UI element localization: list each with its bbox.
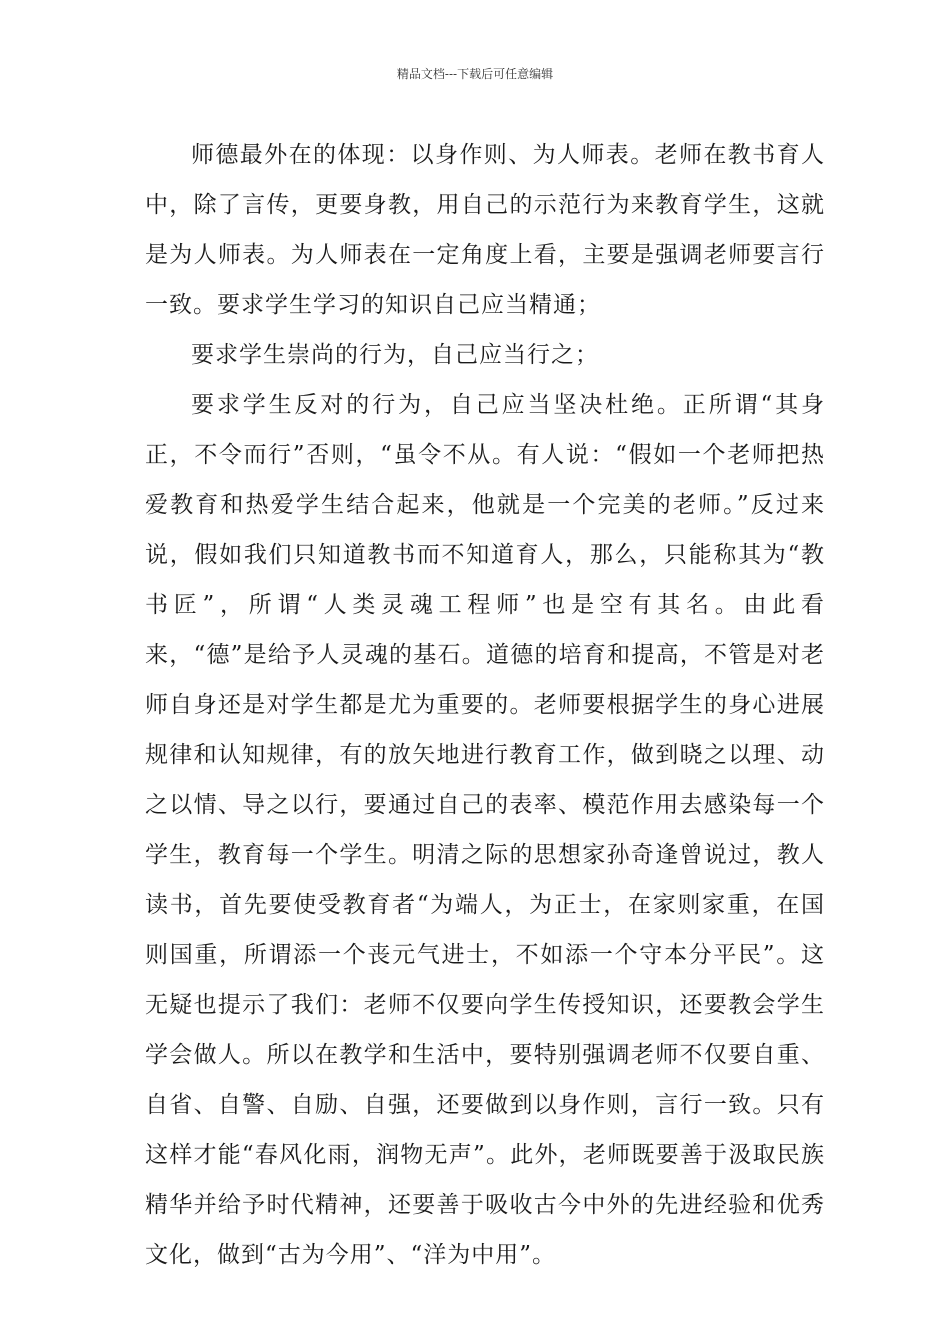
paragraph-2: 要求学生崇尚的行为，自己应当行之； (191, 342, 599, 368)
paragraph-3: 要求学生反对的行为，自己应当坚决杜绝。正所谓“其身正，不令而行”否则，“虽令不从。有人说：“假如一个老师把热爱教育和热爱学生结合起来，他就是一个完美的老师。”反过来说，假如我们只知道教书而不知道育人，那么，只能称其为“教书匠”，所谓“人类灵魂工程师”也是空有其名。由此看来，“德”是给予人灵魂的基石。道德的培育和提高，不管是对老师自身还是对学生都是尤为重要的。老师要根据学生的身心进展规律和认知规律，有的放矢地进行教育工作，做到晓之以理、动之以情、导之以行，要通过自己的表率、模范作用去感染每一个学生，教育每一个学生。明清之际的思想家孙奇逢曾说过，教人读书，首先要使受教育者“为端人，为正士，在家则家重，在国则国重，所谓添一个丧元气进士，不如添一个守本分平民”。这无疑也提示了我们：老师不仅要向学生传授知识，还要教会学生学会做人。所以在教学和生活中，要特别强调老师不仅要自重、自省、自警、自励、自强，还要做到以身作则，言行一致。只有这样才能“春风化雨，润物无声”。此外，老师既要善于汲取民族精华并给予时代精神，还要善于吸收古今中外的先进经验和优秀文化，做到“古为今用”、“洋为中用”。 (145, 392, 825, 1268)
document-body (145, 130, 825, 1280)
page-header: 精品文档---下载后可任意编辑 (396, 67, 554, 81)
paragraph-1: 师德最外在的体现：以身作则、为人师表。老师在教书育人中，除了言传，更要身教，用自己的示范行为来教育学生，这就是为人师表。为人师表在一定角度上看，主要是强调老师要言行一致。要求学生学习的知识自己应当精通； (145, 142, 825, 318)
